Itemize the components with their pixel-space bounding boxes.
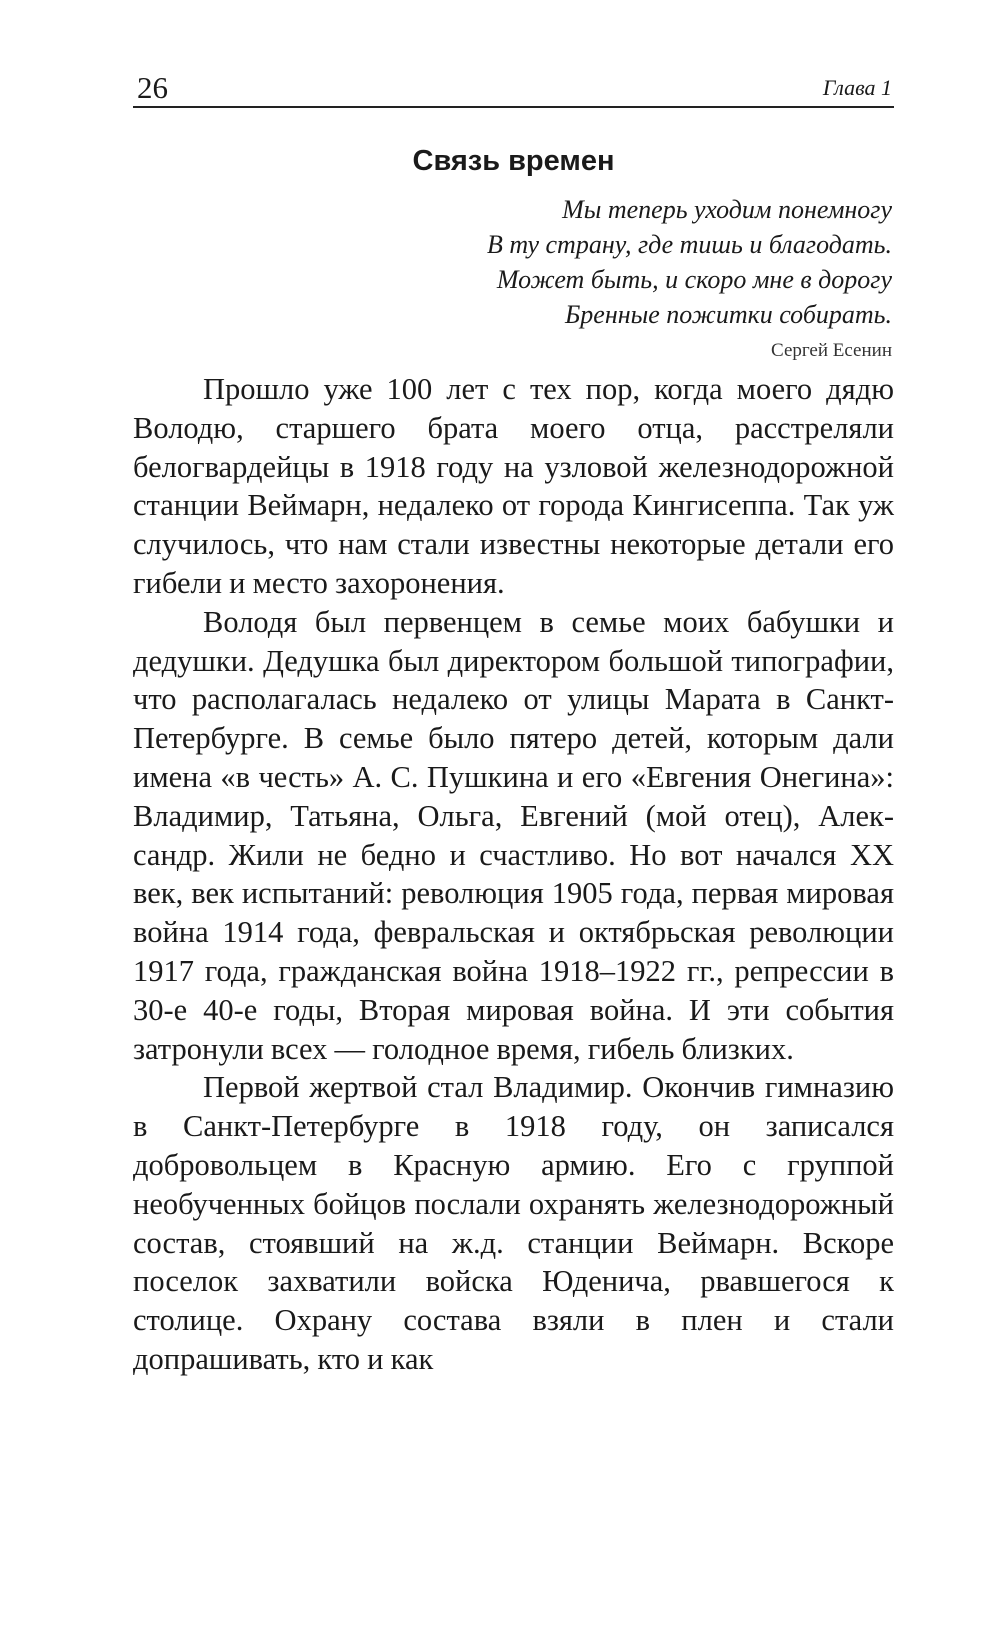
epigraph (133, 192, 894, 369)
epigraph-line: Бренные пожитки собирать. (564, 300, 892, 329)
page-number: 26 (137, 70, 168, 105)
chapter-label: Глава 1 (822, 75, 892, 100)
paragraph: Прошло уже 100 лет с тех пор, когда моего дядю Володю, старшего брата моего отца, расстреляли белогвардейцы в 1918 году на узловой железнодорожной станции Веймарн, недалеко от города Кингисеппа. Так уж случилось, что нам стали известны некоторые детали его гибели и место захоронения. (133, 372, 894, 600)
epigraph-author: Сергей Есенин (771, 340, 892, 361)
epigraph-line: Может быть, и скоро мне в дорогу (496, 265, 892, 294)
running-header (133, 70, 894, 108)
epigraph-line: В ту страну, где тишь и благодать. (486, 230, 892, 259)
epigraph-line: Мы теперь уходим понемногу (562, 195, 892, 224)
section-title: Связь времен (412, 145, 615, 177)
body-text (133, 370, 894, 1379)
paragraph: Володя был первенцем в семье моих бабушки и дедушки. Дедушка был директором большой типографии, что располагалась недалеко от улицы Марата в Санкт-Петербурге. В семье было пятеро детей, которым дали имена «в честь» А. С. Пушкина и его «Евгения Онегина»: Владимир, Татьяна, Ольга, Евгений (мой отец), Александр. Жили не бедно и счастливо. Но вот начался XX век, век испытаний: революция 1905 года, первая мировая война 1914 года, февральская и октябрьская революции 1917 года, гражданская война 1918–1922 гг., репрессии в 30-е 40-е годы, Вторая мировая война. И эти события затронули всех — голодное время, гибель близких. (133, 604, 894, 1066)
paragraph: Первой жертвой стал Владимир. Окончив гимназию в Санкт-Петербурге в 1918 году, он записался добровольцем в Красную армию. Его с группой необученных бойцов послали охранять железнодорожный состав, стоявший на ж.д. станции Веймарн. Вскоре поселок захватили войска Юденича, рвавшегося к столице. Охрану состава взяли в плен и стали допрашивать, кто и как (133, 1070, 894, 1376)
